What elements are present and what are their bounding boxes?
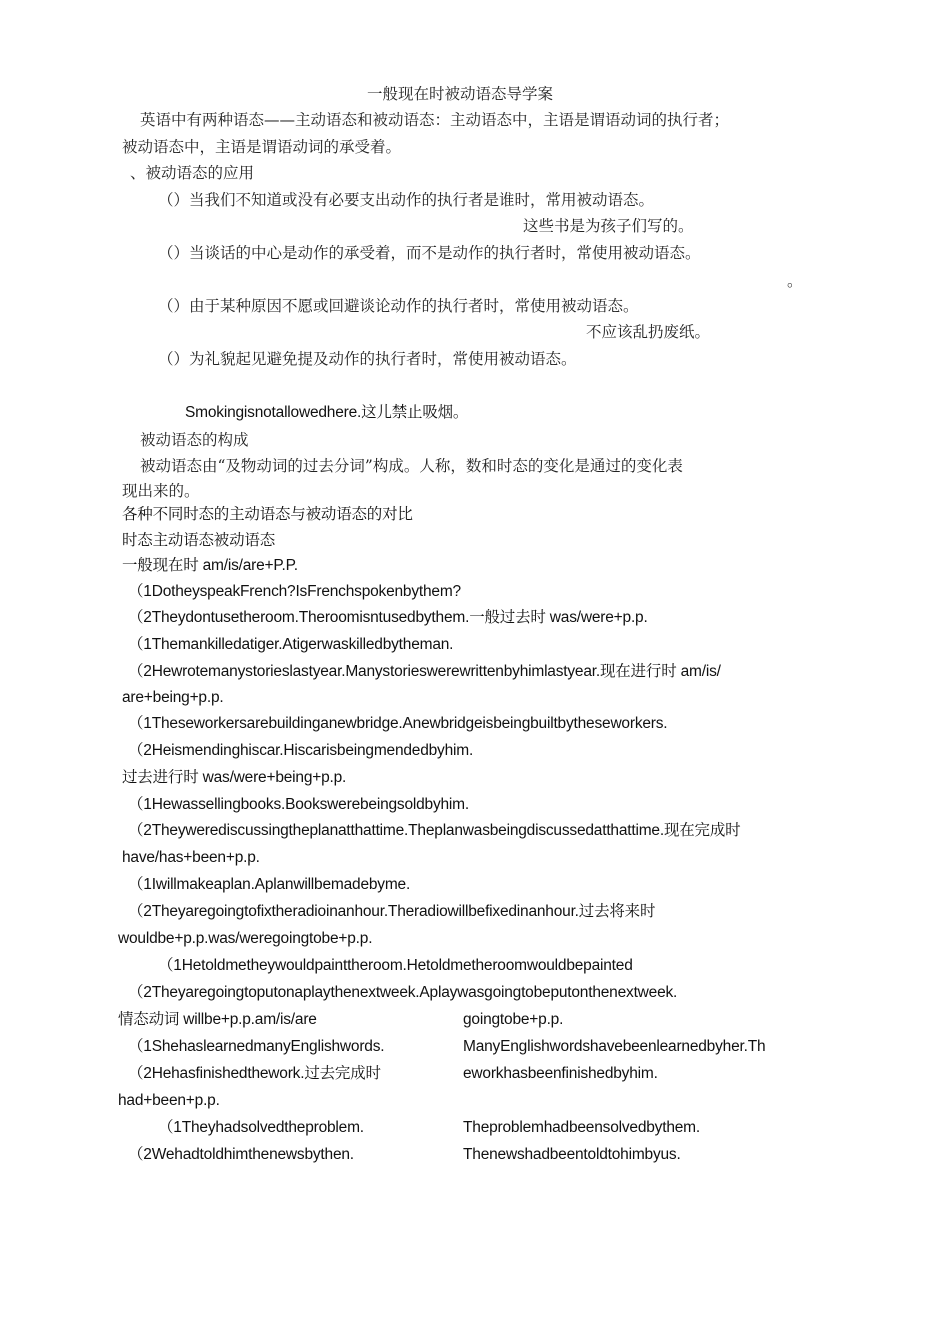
- example-line: （2Wehadtoldhimthenewsbythen.: [128, 1146, 354, 1163]
- example-line: （2Hehasfinishedthework.过去完成时: [128, 1065, 381, 1082]
- tense-line: 一般现在时 am/is/are+P.P.: [122, 557, 298, 574]
- tense-line: had+been+p.p.: [118, 1092, 220, 1109]
- example-line: （1Theseworkersarebuildinganewbridge.Anewbridgeisbeingbuiltbytheseworkers.: [128, 715, 668, 732]
- example-line: （1Hetoldmetheywouldpainttheroom.Hetoldmetheroomwouldbepainted: [158, 957, 633, 974]
- example-line: （2Theydontusetheroom.Theroomisntusedbythem.一般过去时 was/were+p.p.: [128, 609, 648, 626]
- example-line: （2Heismendinghiscar.Hiscarisbeingmendedbyhim.: [128, 742, 474, 759]
- section-heading: 被动语态的构成: [140, 431, 249, 449]
- example-line: （2Hewrotemanystorieslastyear.Manystorieswerewrittenbyhimlastyear.现在进行时 am/is/: [128, 663, 721, 680]
- body-line: 被动语态由“及物动词的过去分词”构成。人称，数和时态的变化是通过的变化表: [140, 457, 683, 475]
- example-line: （1ShehaslearnedmanyEnglishwords.: [128, 1038, 385, 1055]
- body-line: 现出来的。: [122, 482, 200, 500]
- list-item: （）当谈话的中心是动作的承受着，而不是动作的执行者时，常使用被动语态。: [158, 244, 701, 262]
- intro-line: 被动语态中，主语是谓语动词的承受着。: [122, 138, 402, 156]
- example-text: Smokingisnotallowedhere.这儿禁止吸烟。: [185, 404, 469, 421]
- example-text: 这些书是为孩子们写的。: [523, 217, 694, 235]
- list-item: （）为礼貌起见避免提及动作的执行者时，常使用被动语态。: [158, 350, 577, 368]
- example-line: Theproblemhadbeensolvedbythem.: [463, 1119, 700, 1136]
- compare-title: 各种不同时态的主动语态与被动语态的对比: [122, 506, 413, 523]
- example-line: （1DotheyspeakFrench?IsFrenchspokenbythem?: [128, 583, 461, 600]
- tense-line: have/has+been+p.p.: [122, 849, 260, 866]
- example-line: （2Theywerediscussingtheplanatthattime.Theplanwasbeingdiscussedatthattime.现在完成时: [128, 822, 741, 839]
- example-line: Thenewshadbeentoldtohimbyus.: [463, 1146, 681, 1163]
- tense-line: goingtobe+p.p.: [463, 1011, 564, 1028]
- example-line: （1Hewassellingbooks.Bookswerebeingsoldbyhim.: [128, 796, 469, 813]
- example-text: 不应该乱扔废纸。: [586, 323, 711, 341]
- list-item: （）当我们不知道或没有必要支出动作的执行者是谁时，常用被动语态。: [158, 191, 655, 209]
- example-line: （2Theyaregoingtoputonaplaythenextweek.Aplaywasgoingtobeputonthenextweek.: [128, 984, 678, 1001]
- example-line: （1Theyhadsolvedtheproblem.: [158, 1119, 364, 1136]
- tense-line: are+being+p.p.: [122, 689, 224, 706]
- tense-line: 过去进行时 was/were+being+p.p.: [122, 769, 347, 786]
- example-line: eworkhasbeenfinishedbyhim.: [463, 1065, 658, 1082]
- example-line: （2Theyaregoingtofixtheradioinanhour.Theradiowillbefixedinanhour.过去将来时: [128, 903, 656, 920]
- example-line: ManyEnglishwordshavebeenlearnedbyher.Th: [463, 1038, 766, 1055]
- section-heading: 、被动语态的应用: [130, 164, 255, 182]
- example-line: （1Themankilledatiger.Atigerwaskilledbytheman.: [128, 636, 454, 653]
- doc-title: 一般现在时被动语态导学案: [367, 85, 554, 103]
- list-item: （）由于某种原因不愿或回避谈论动作的执行者时，常使用被动语态。: [158, 297, 639, 315]
- tense-line: wouldbe+p.p.was/weregoingtobe+p.p.: [118, 930, 373, 947]
- example-text: 。: [787, 272, 803, 290]
- intro-line: 英语中有两种语态——主动语态和被动语态：主动语态中，主语是谓语动词的执行者；: [140, 111, 730, 129]
- example-line: （1Iwillmakeaplan.Aplanwillbemadebyme.: [128, 876, 411, 893]
- tense-line: 情态动词 willbe+p.p.am/is/are: [118, 1011, 317, 1028]
- table-header: 时态主动语态被动语态: [122, 532, 276, 549]
